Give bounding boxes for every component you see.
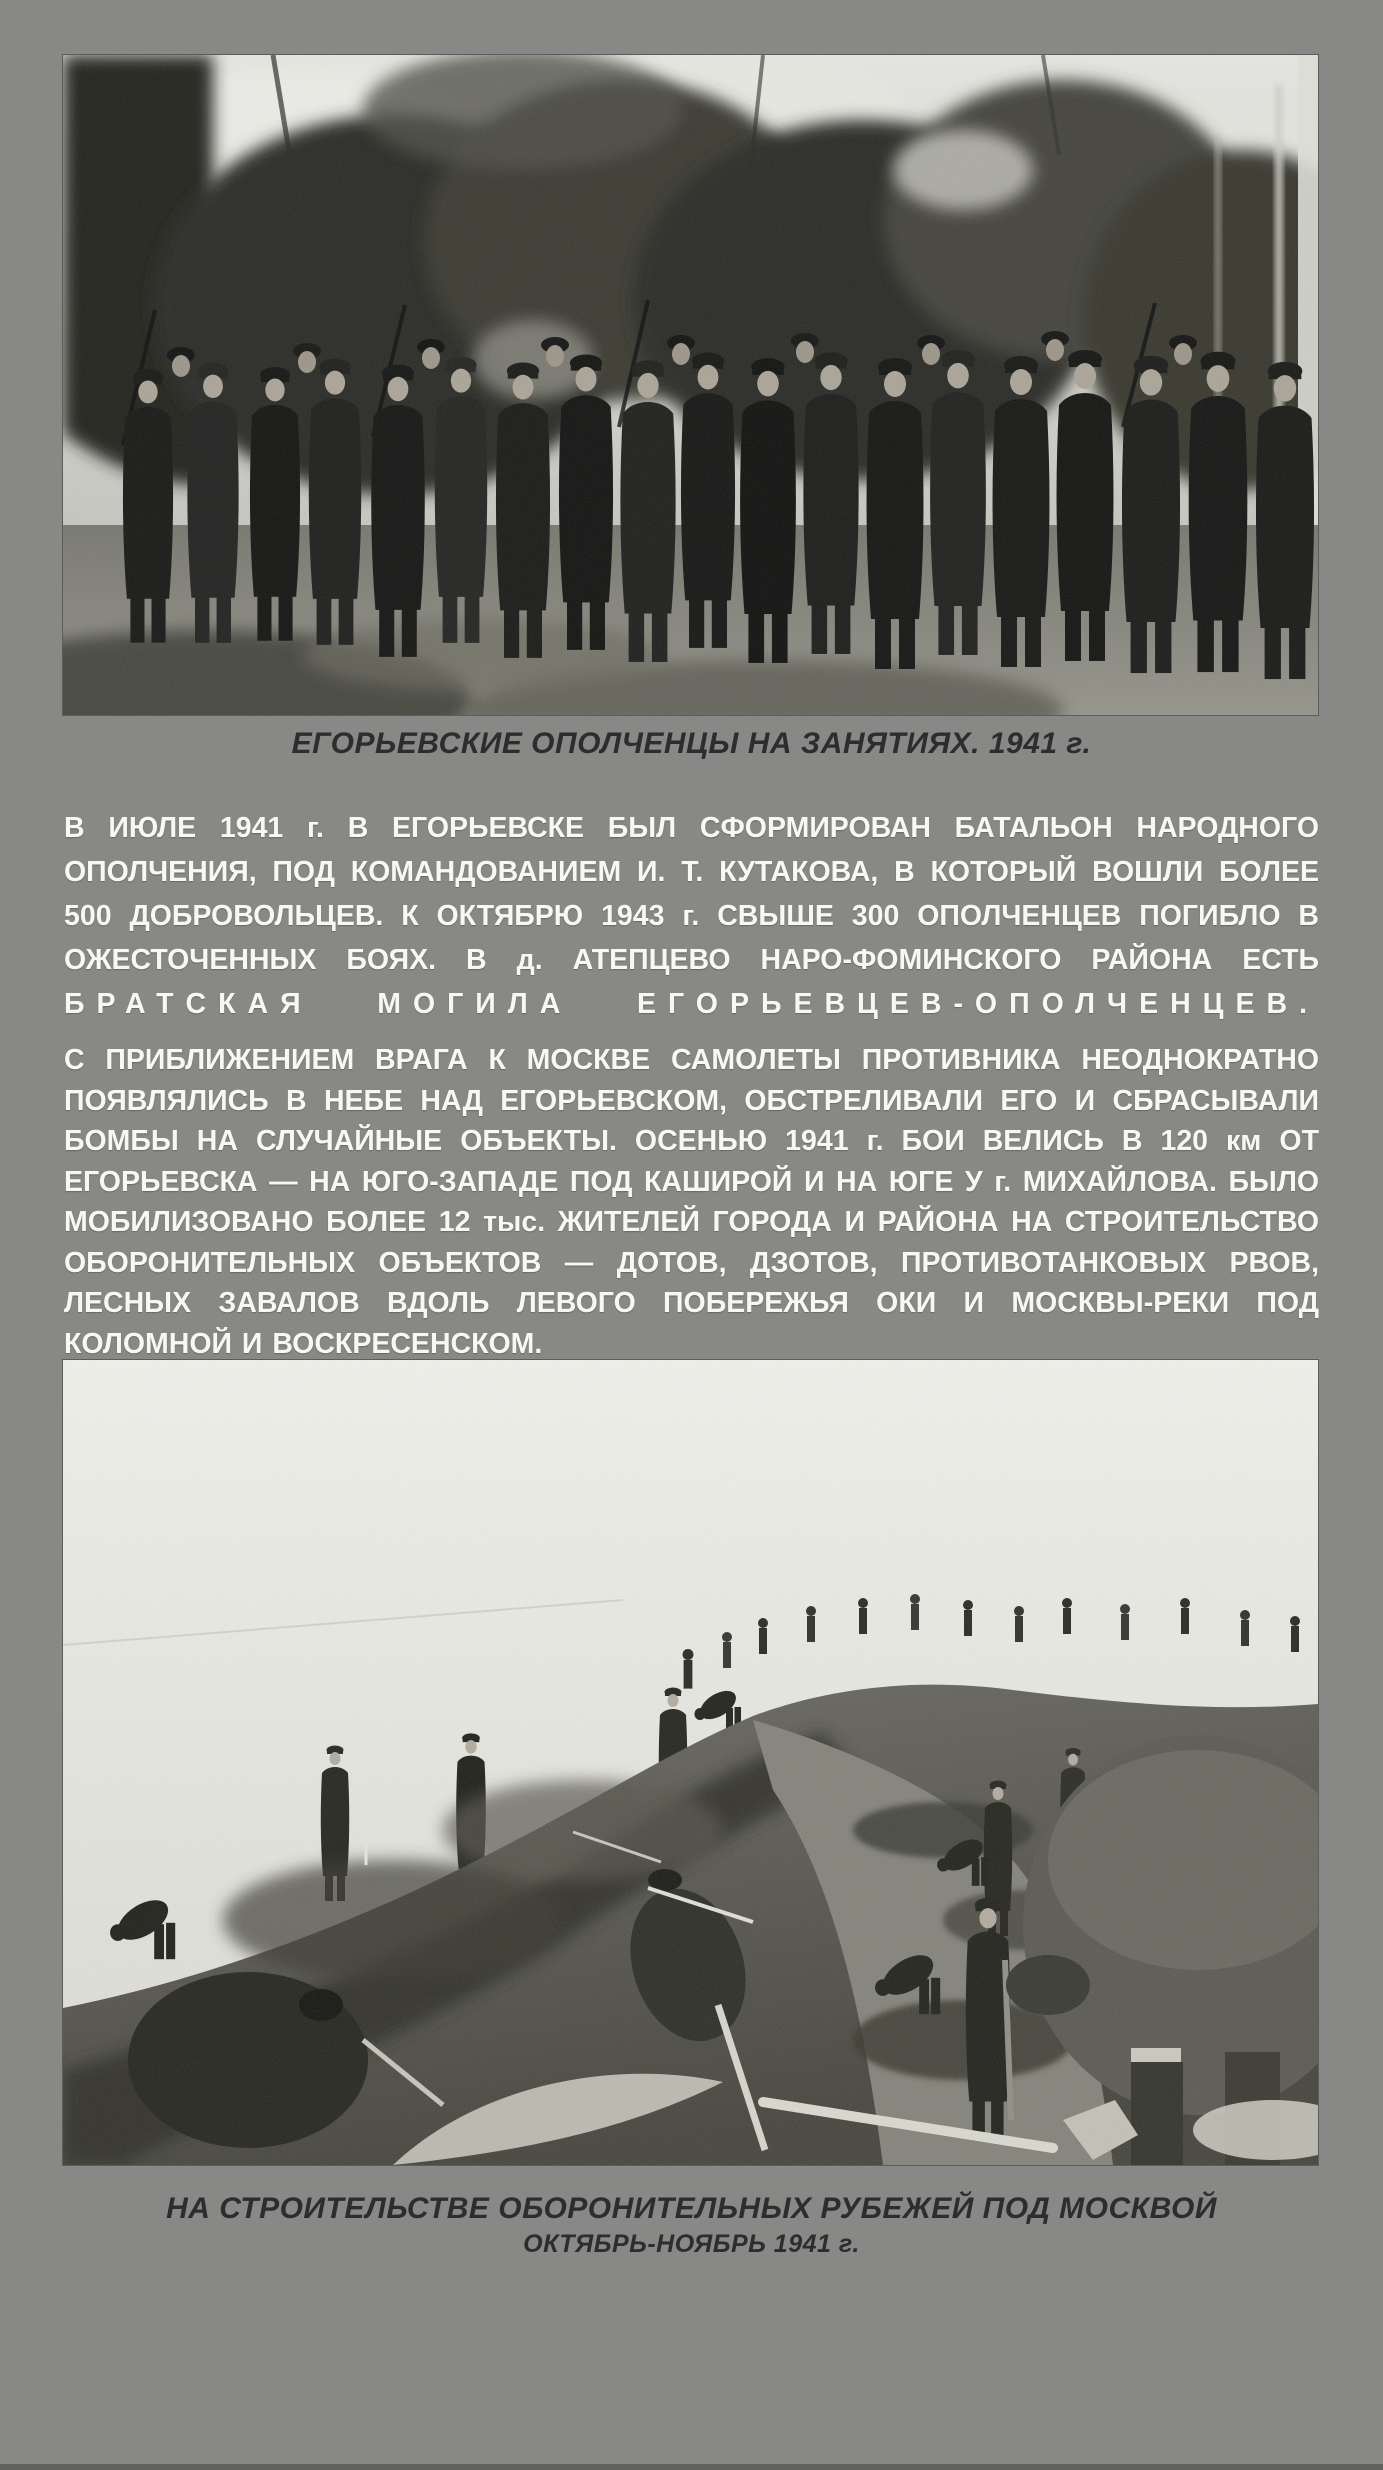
- bottom-edge-strip: [0, 2464, 1383, 2470]
- bottom-photo-caption-block: [0, 2190, 1383, 2260]
- bottom-photo-caption-line2: ОКТЯБРЬ-НОЯБРЬ 1941 г.: [523, 2230, 860, 2258]
- trench-digging-photo: [63, 1360, 1318, 2165]
- body-text-block: [64, 806, 1319, 1364]
- trench-digging-photo-art: [63, 1360, 1318, 2165]
- top-photo-caption: ЕГОРЬЕВСКИЕ ОПОЛЧЕНЦЫ НА ЗАНЯТИЯХ. 1941 г.: [291, 727, 1092, 760]
- militia-group-photo-art: [63, 55, 1318, 715]
- paragraph-defense-works: С ПРИБЛИЖЕНИЕМ ВРАГА К МОСКВЕ САМОЛЕТЫ ПРОТИВНИКА НЕОДНОКРАТНО ПОЯВЛЯЛИСЬ В НЕБЕ НАД ЕГОРЬЕВСКОМ, ОБСТРЕЛИВАЛИ ЕГО И СБРАСЫВАЛИ БОМБЫ НА СЛУЧАЙНЫЕ ОБЪЕКТЫ. ОСЕНЬЮ 1941 г. БОИ ВЕЛИСЬ В 120 км ОТ ЕГОРЬЕВСКА — НА ЮГО-ЗАПАДЕ ПОД КАШИРОЙ И НА ЮГЕ У г. МИХАЙЛОВА. БЫЛО МОБИЛИЗОВАНО БОЛЕЕ 12 тыс. ЖИТЕЛЕЙ ГОРОДА И РАЙОНА НА СТРОИТЕЛЬСТВО ОБОРОНИТЕЛЬНЫХ ОБЪЕКТОВ — ДОТОВ, ДЗОТОВ, ПРОТИВОТАНКОВЫХ РВОВ, ЛЕСНЫХ ЗАВАЛОВ ВДОЛЬ ЛЕВОГО ПОБЕРЕЖЬЯ ОКИ И МОСКВЫ-РЕКИ ПОД КОЛОМНОЙ И ВОСКРЕСЕНСКОМ.: [64, 1044, 1319, 1360]
- paragraph-militia: В ИЮЛЕ 1941 г. В ЕГОРЬЕВСКЕ БЫЛ СФОРМИРОВАН БАТАЛЬОН НАРОДНОГО ОПОЛЧЕНИЯ, ПОД КОМАНДОВАНИЕМ И. Т. КУТАКОВА, В КОТОРЫЙ ВОШЛИ БОЛЕЕ 500 ДОБРОВОЛЬЦЕВ. К ОКТЯБРЮ 1943 г. СВЫШЕ 300 ОПОЛЧЕНЦЕВ ПОГИБЛО В ОЖЕСТОЧЕННЫХ БОЯХ. В д. АТЕПЦЕВО НАРО-ФОМИНСКОГО РАЙОНА ЕСТЬ: [64, 812, 1319, 976]
- paragraph-militia-spaced-line: БРАТСКАЯ МОГИЛА ЕГОРЬЕВЦЕВ-ОПОЛЧЕНЦЕВ.: [64, 988, 1319, 1020]
- militia-group-photo: [63, 55, 1318, 715]
- bottom-photo-caption-line1: НА СТРОИТЕЛЬСТВЕ ОБОРОНИТЕЛЬНЫХ РУБЕЖЕЙ ПОД МОСКВОЙ: [166, 2192, 1217, 2225]
